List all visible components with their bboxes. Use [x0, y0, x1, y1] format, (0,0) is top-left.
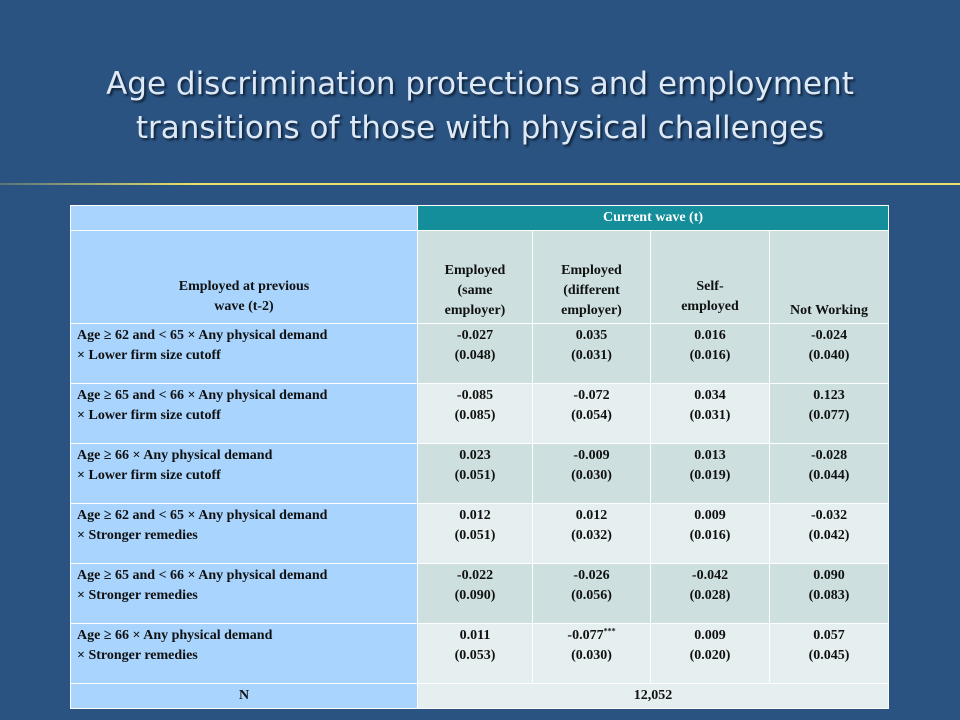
table-cell: -0.022 (0.090)	[418, 564, 533, 624]
table-cell: 0.013 (0.019)	[651, 444, 770, 504]
sample-size-row	[71, 684, 889, 709]
table-cell: 0.023 (0.051)	[418, 444, 533, 504]
table-cell: -0.009 (0.030)	[533, 444, 651, 504]
table-cell: 0.035 (0.031)	[533, 324, 651, 384]
table-cell: 0.012 (0.051)	[418, 504, 533, 564]
table-cell: 0.057 (0.045)	[770, 624, 889, 684]
table-cell: 0.009 (0.016)	[651, 504, 770, 564]
slide-title-line1: Age discrimination protections and employment	[106, 66, 854, 102]
table-cell: 0.011 (0.053)	[418, 624, 533, 684]
row-label: Age ≥ 62 and < 65 × Any physical demand × Stronger remedies	[71, 504, 418, 564]
group-header-row	[71, 206, 889, 231]
col-header-employed-same: Employed (same employer)	[418, 231, 533, 324]
table-cell: -0.085 (0.085)	[418, 384, 533, 444]
group-header-current-wave: Current wave (t)	[418, 206, 889, 231]
significance-stars: ***	[603, 626, 616, 636]
table-cell: -0.027 (0.048)	[418, 324, 533, 384]
row-label: Age ≥ 62 and < 65 × Any physical demand × Lower firm size cutoff	[71, 324, 418, 384]
row-label: Age ≥ 66 × Any physical demand × Stronger remedies	[71, 624, 418, 684]
table-cell: -0.042 (0.028)	[651, 564, 770, 624]
table-row	[71, 504, 889, 564]
row-label: Age ≥ 65 and < 66 × Any physical demand × Stronger remedies	[71, 564, 418, 624]
col-header-employed-different: Employed (different employer)	[533, 231, 651, 324]
regression-table	[70, 205, 889, 709]
table-cell: 0.012 (0.032)	[533, 504, 651, 564]
table-cell: 0.090 (0.083)	[770, 564, 889, 624]
table-row	[71, 384, 889, 444]
table-cell: -0.028 (0.044)	[770, 444, 889, 504]
table-row	[71, 564, 889, 624]
table-row	[71, 324, 889, 384]
table-cell: -0.026 (0.056)	[533, 564, 651, 624]
row-header-previous-wave: Employed at previous wave (t-2)	[71, 231, 418, 324]
slide-title-line2: transitions of those with physical challenges	[135, 110, 825, 146]
table-cell: 0.123 (0.077)	[770, 384, 889, 444]
table-cell: 0.009 (0.020)	[651, 624, 770, 684]
row-label: Age ≥ 66 × Any physical demand × Lower firm size cutoff	[71, 444, 418, 504]
table-cell: -0.032 (0.042)	[770, 504, 889, 564]
n-value: 12,052	[418, 684, 889, 709]
table-cell: -0.077*** (0.030)	[533, 624, 651, 684]
row-label: Age ≥ 65 and < 66 × Any physical demand × Lower firm size cutoff	[71, 384, 418, 444]
slide-title	[0, 62, 960, 150]
col-header-not-working: Not Working	[770, 231, 889, 324]
corner-cell	[71, 206, 418, 231]
table-row	[71, 444, 889, 504]
column-header-row	[71, 231, 889, 324]
table-cell: -0.024 (0.040)	[770, 324, 889, 384]
table-cell: -0.072 (0.054)	[533, 384, 651, 444]
col-header-self-employed: Self- employed	[651, 231, 770, 324]
title-divider	[0, 183, 960, 185]
table-cell: 0.034 (0.031)	[651, 384, 770, 444]
n-label: N	[71, 684, 418, 709]
table-cell: 0.016 (0.016)	[651, 324, 770, 384]
table-row	[71, 624, 889, 684]
